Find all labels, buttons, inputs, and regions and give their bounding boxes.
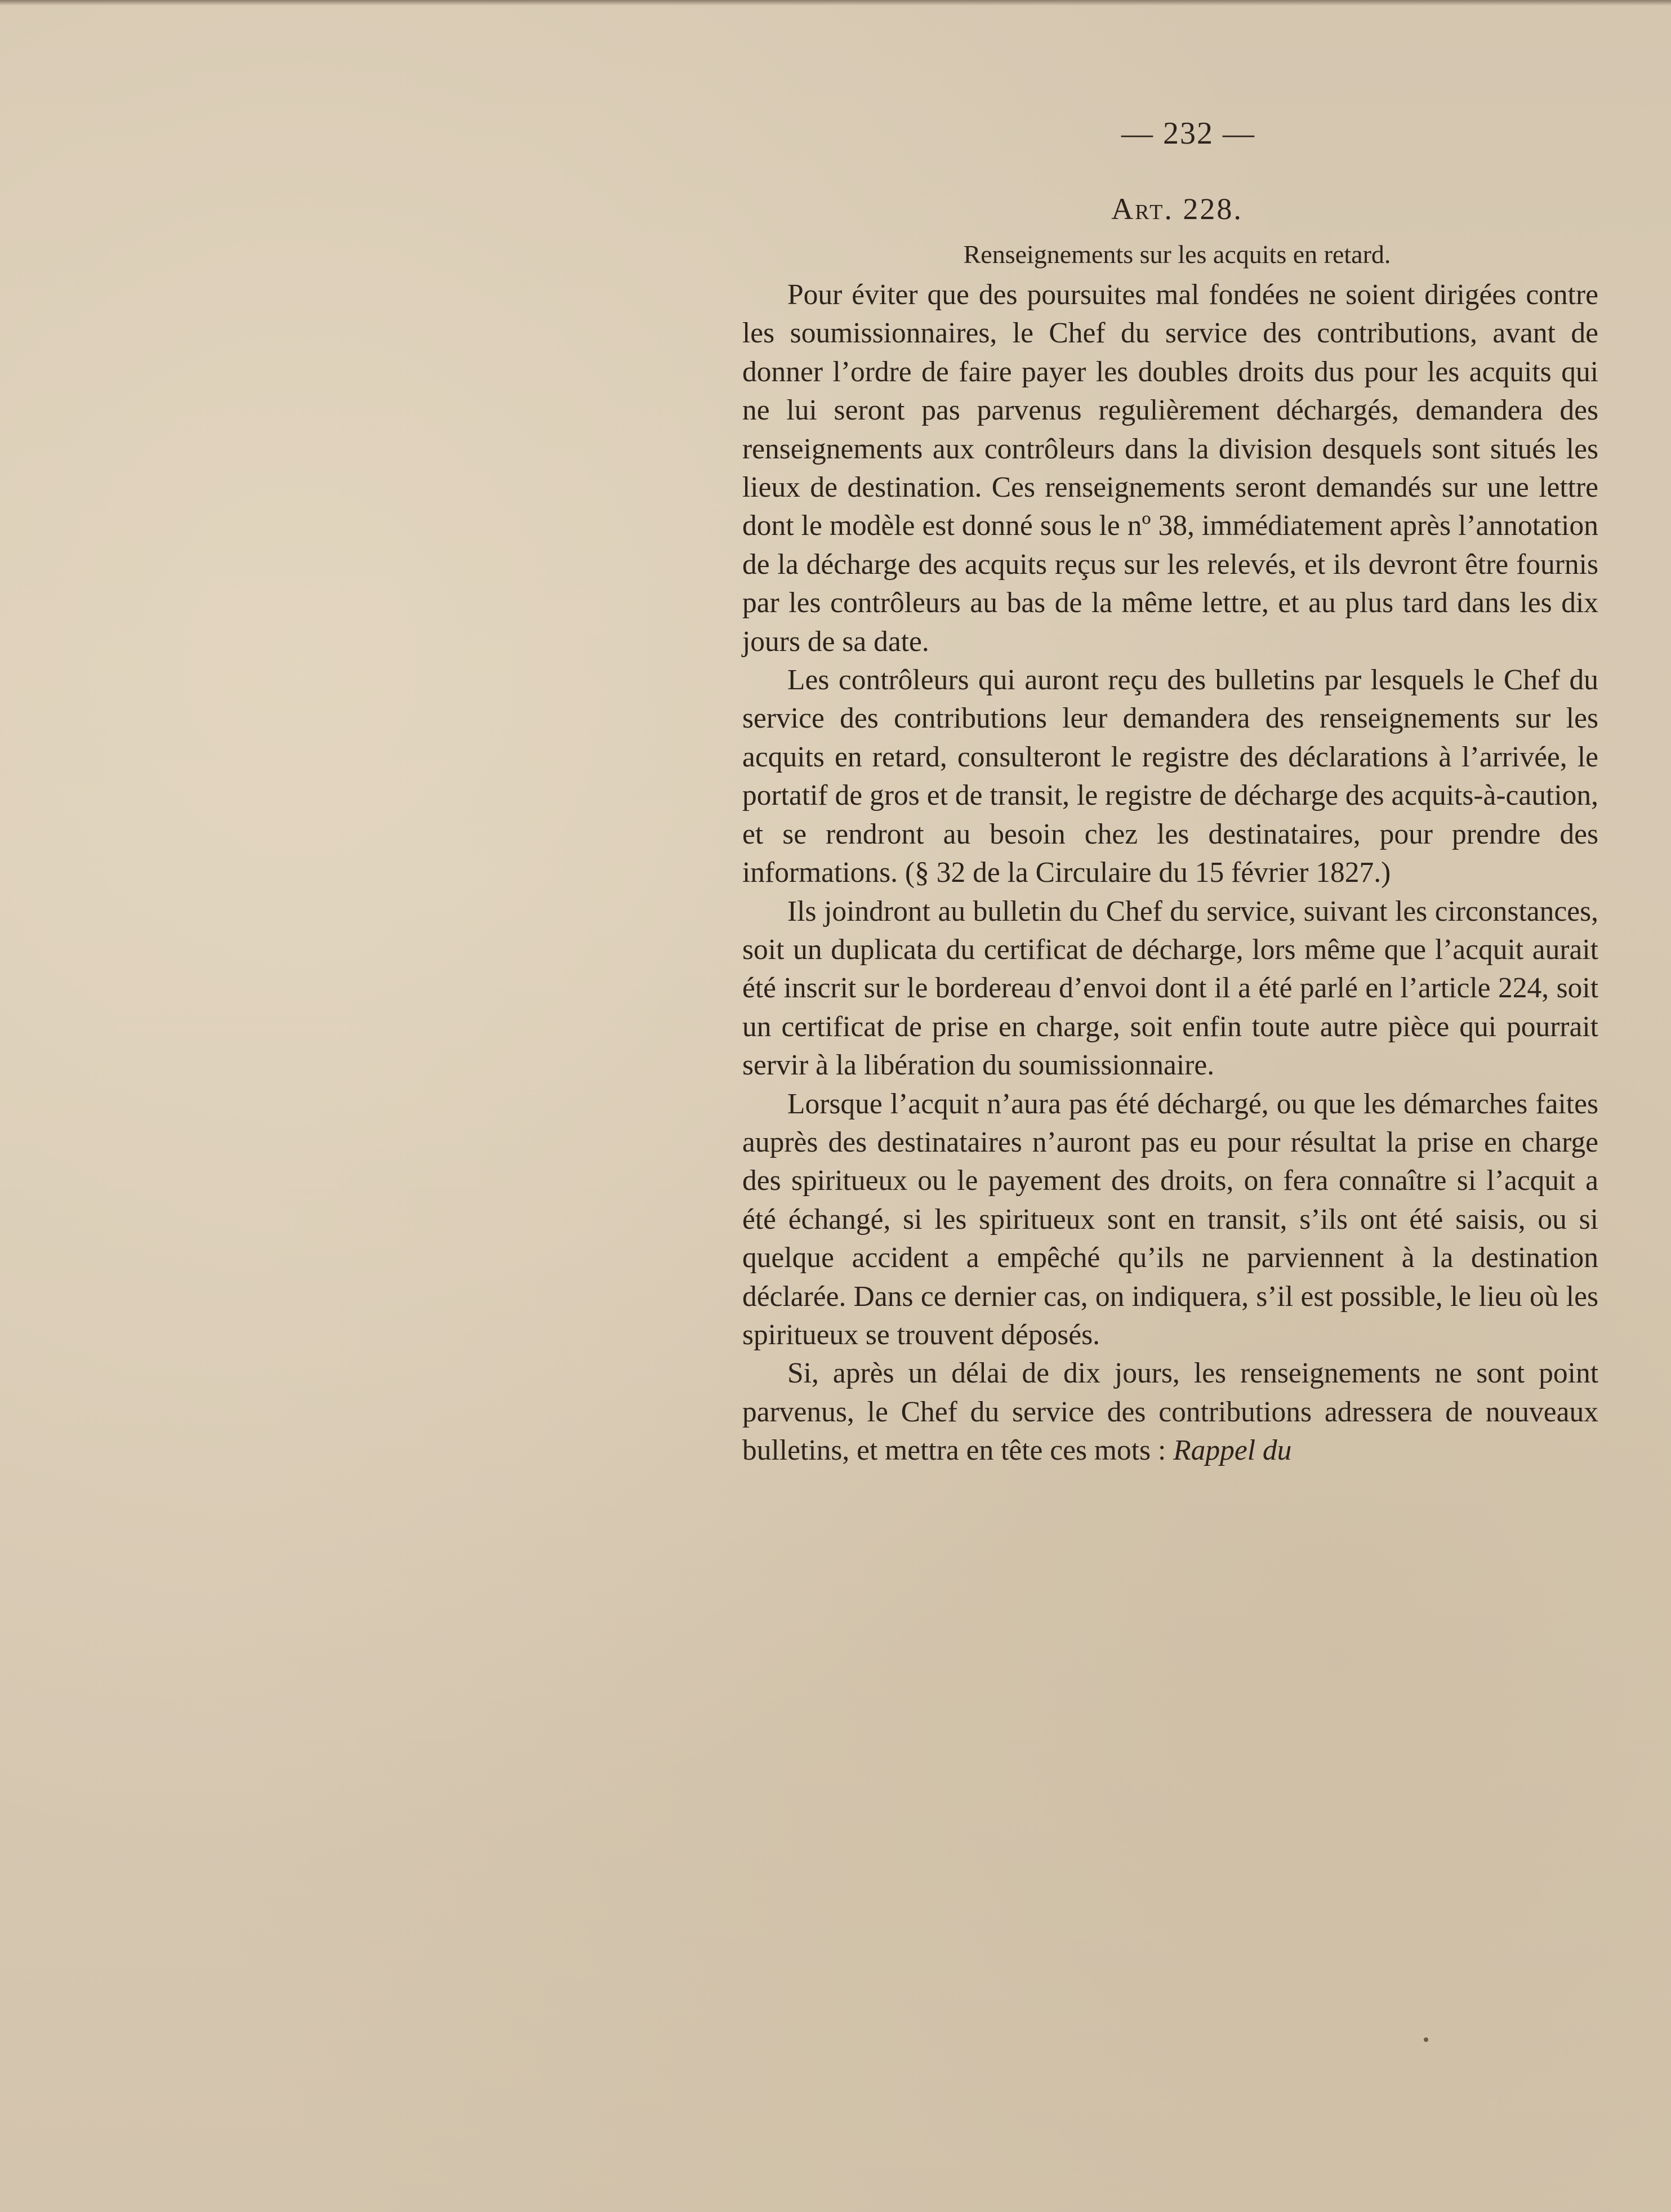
paragraph-text: Lorsque l’acquit n’aura pas été déchargé, ou que les démarches faites auprès des destinataires n’auront pas eu pour résultat la prise en charge des spiritueux ou le payement des droits, on fera connaître si l’acquit a été échangé, si les spiritueux sont en transit, s’ils ont été saisis, ou si quelque accident a empêché qu’ils ne parviennent à la destination déclarée. Dans ce dernier cas, on indiquera, s’il est possible, le lieu où les spiritueux se trouvent déposés.: [742, 1087, 1598, 1351]
article-title: Art. 228.: [1111, 192, 1243, 226]
paragraph-text: Les contrôleurs qui auront reçu des bulletins par lesquels le Chef du service des contributions leur demandera des renseignements sur les acquits en retard, consulteront le registre des déclarations à l’arrivée, le portatif de gros et de transit, le registre de décharge des acquits-à-caution, et se rendront au besoin chez les destinataires, pour prendre des informations. (§ 32 de la Circulaire du 15 février 1827.): [742, 664, 1598, 889]
paragraph-text: Si, après un délai de dix jours, les renseignements ne sont point parvenus, le Chef du service des contributions adressera de nouveaux bulletins, et mettra en tête ces mots :: [742, 1357, 1598, 1467]
paragraph-text: Pour éviter que des poursuites mal fondées ne soient dirigées contre les soumissionnaires, le Chef du service des contributions, avant de donner l’ordre de faire payer les doubles droits dus pour les acquits qui ne lui seront pas parvenus regulièrement déchargés, demandera des renseignements aux contrôleurs dans la division desquels sont situés les lieux de destination. Ces renseignements seront demandés sur une lettre dont le modèle est donné sous le nº 38, immédiatement après l’annotation de la décharge des acquits reçus sur les relevés, et ils devront être fournis par les contrôleurs au bas de la même lettre, et au plus tard dans les dix jours de sa date.: [742, 279, 1598, 658]
page-number: — 232 —: [1121, 116, 1255, 151]
paragraph: [742, 276, 1598, 661]
italic-text: Rappel du: [1173, 1434, 1292, 1467]
page-top-edge: [0, 0, 1671, 6]
article-body: [742, 276, 1598, 1470]
paragraph: [742, 661, 1598, 892]
paragraph: [742, 1085, 1598, 1355]
paper-speck: [1424, 2037, 1428, 2042]
paragraph-text: Ils joindront au bulletin du Chef du service, suivant les circonstances, soit un duplicata du certificat de décharge, lors même que l’acquit aurait été inscrit sur le bordereau d’envoi dont il a été parlé en l’article 224, soit un certificat de prise en charge, soit enfin toute autre pièce qui pourrait servir à la libération du soumissionnaire.: [742, 895, 1598, 1082]
paragraph: [742, 1354, 1598, 1470]
article-subtitle: Renseignements sur les acquits en retard.: [963, 240, 1391, 269]
paragraph: [742, 893, 1598, 1085]
